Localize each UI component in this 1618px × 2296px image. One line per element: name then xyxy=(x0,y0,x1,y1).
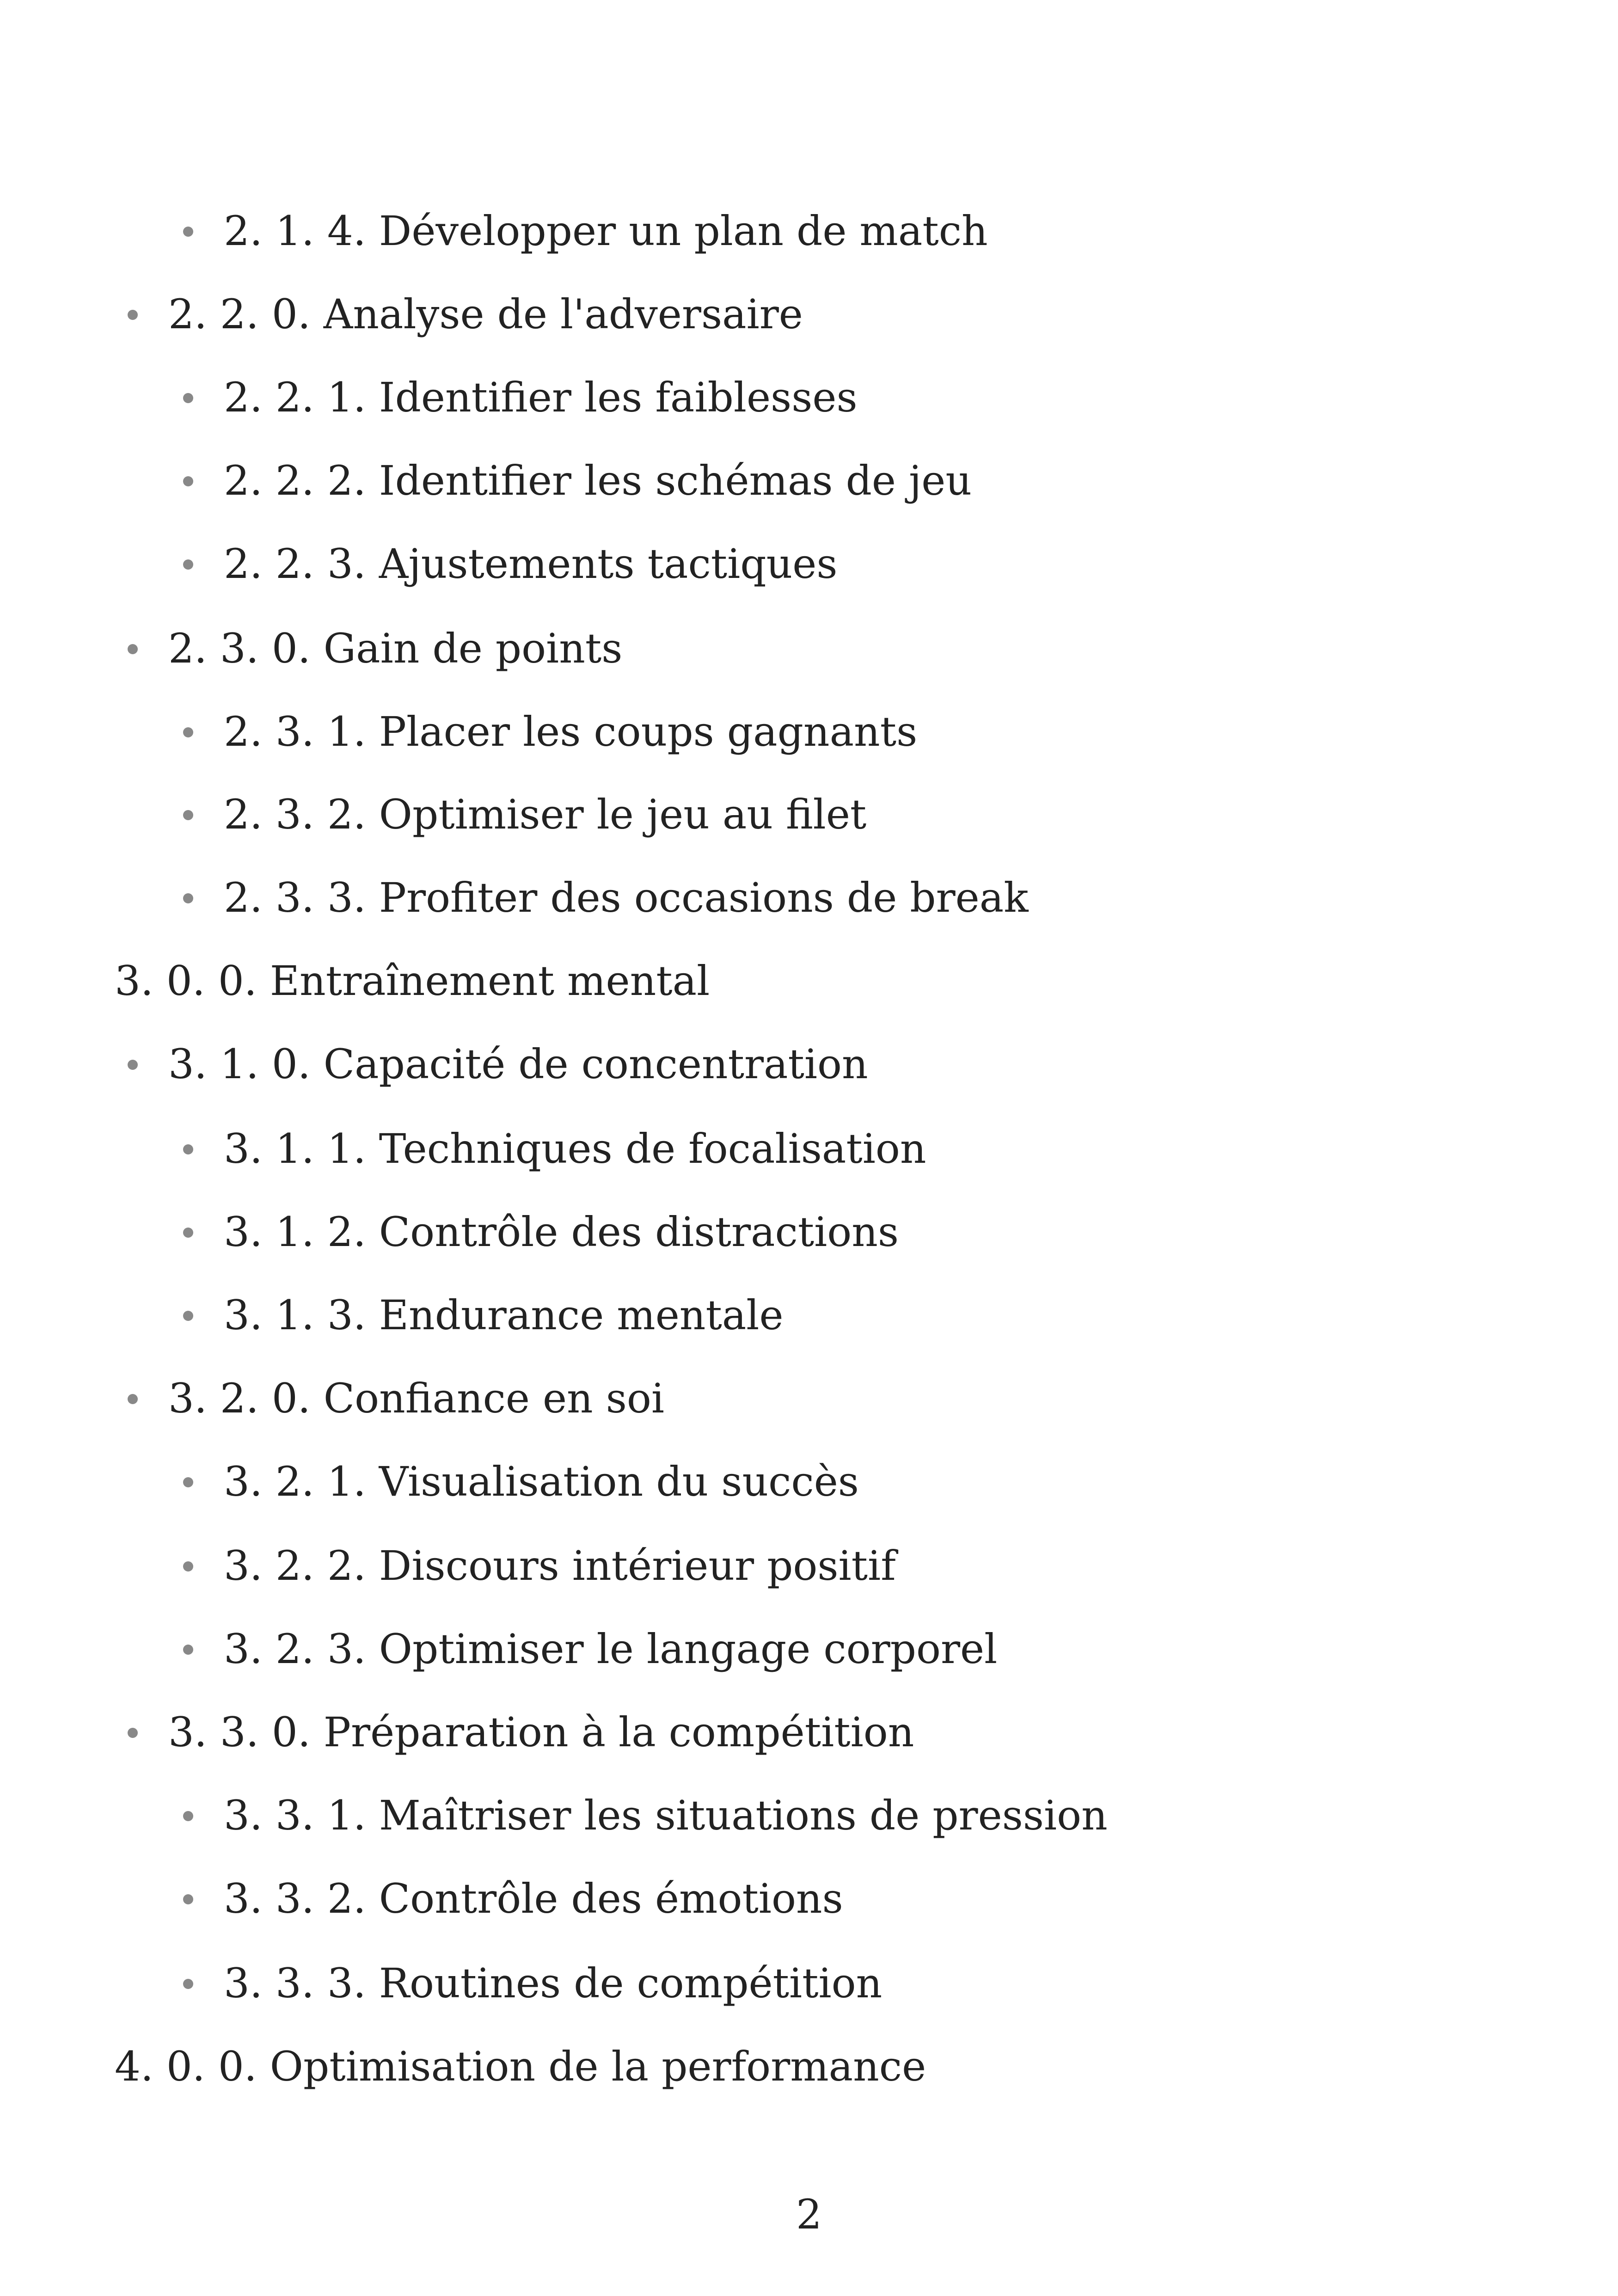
toc-entry-level-2 xyxy=(183,870,1029,926)
bullet-icon xyxy=(183,1894,193,1904)
toc-entry-label: 3. 2. 0. Confiance en soi xyxy=(168,1375,664,1422)
toc-entry-level-2 xyxy=(183,1621,997,1677)
bullet-icon xyxy=(183,893,193,903)
toc-entry-label: 3. 0. 0. Entraînement mental xyxy=(115,957,710,1005)
bullet-icon xyxy=(128,1728,138,1738)
bullet-icon xyxy=(183,1228,193,1238)
toc-entry-level-2 xyxy=(183,787,866,842)
page-number: 2 xyxy=(796,2191,822,2238)
toc-entry-label: 2. 3. 0. Gain de points xyxy=(168,625,623,672)
toc-entry-level-2 xyxy=(183,1538,896,1594)
toc-entry-level-2 xyxy=(183,1788,1108,1843)
bullet-icon xyxy=(183,1645,193,1655)
toc-entry-level-1 xyxy=(128,1371,664,1426)
toc-entry-level-2 xyxy=(183,453,972,509)
toc-entry-label: 3. 2. 1. Visualisation du succès xyxy=(224,1458,859,1505)
toc-entry-level-1 xyxy=(128,1037,868,1092)
toc-entry-level-2 xyxy=(183,370,858,425)
toc-entry-level-1 xyxy=(128,1705,914,1760)
toc-entry-level-2 xyxy=(183,1871,843,1927)
bullet-icon xyxy=(183,1311,193,1321)
toc-entry-label: 3. 2. 2. Discours intérieur positif xyxy=(224,1542,896,1590)
bullet-icon xyxy=(128,310,138,320)
bullet-icon xyxy=(183,1477,193,1487)
bullet-icon xyxy=(183,1144,193,1154)
toc-entry-label: 3. 1. 1. Techniques de focalisation xyxy=(224,1125,926,1173)
toc-entry-label: 2. 2. 0. Analyse de l'adversaire xyxy=(168,290,803,338)
bullet-icon xyxy=(183,476,193,486)
toc-entry-level-2 xyxy=(183,536,837,592)
bullet-icon xyxy=(183,393,193,403)
bullet-icon xyxy=(183,559,193,570)
bullet-icon xyxy=(128,644,138,654)
toc-entry-label: 3. 1. 3. Endurance mentale xyxy=(224,1291,784,1339)
bullet-icon xyxy=(183,1811,193,1821)
toc-entry-label: 2. 1. 4. Développer un plan de match xyxy=(224,207,988,255)
toc-entry-level-2 xyxy=(183,1454,859,1510)
toc-entry-level-2 xyxy=(183,203,988,259)
toc-entry-label: 2. 3. 1. Placer les coups gagnants xyxy=(224,708,918,755)
toc-entry-level-2 xyxy=(183,1956,882,2011)
toc-entry-level-2 xyxy=(183,1121,926,1177)
bullet-icon xyxy=(183,810,193,820)
toc-entry-level-2 xyxy=(183,1288,784,1343)
bullet-icon xyxy=(128,1060,138,1070)
toc-entry-level-0 xyxy=(115,2039,926,2094)
bullet-icon xyxy=(183,727,193,737)
toc-entry-label: 3. 1. 0. Capacité de concentration xyxy=(168,1040,868,1088)
toc-entry-label: 3. 3. 1. Maîtriser les situations de pression xyxy=(224,1792,1108,1839)
bullet-icon xyxy=(128,1394,138,1404)
toc-entry-level-1 xyxy=(128,287,803,342)
toc-entry-label: 2. 2. 2. Identifier les schémas de jeu xyxy=(224,457,972,504)
toc-entry-label: 3. 3. 3. Routines de compétition xyxy=(224,1959,883,2007)
toc-entry-level-2 xyxy=(183,704,917,760)
toc-entry-level-0 xyxy=(115,953,710,1009)
toc-entry-label: 4. 0. 0. Optimisation de la performance xyxy=(115,2043,926,2090)
bullet-icon xyxy=(183,227,193,237)
toc-entry-level-1 xyxy=(128,621,622,676)
toc-entry-label: 3. 3. 2. Contrôle des émotions xyxy=(224,1875,843,1922)
bullet-icon xyxy=(183,1979,193,1989)
toc-entry-label: 2. 2. 3. Ajustements tactiques xyxy=(224,540,838,588)
toc-entry-label: 2. 2. 1. Identifier les faiblesses xyxy=(224,374,858,421)
toc-entry-label: 3. 3. 0. Préparation à la compétition xyxy=(168,1708,914,1756)
toc-entry-label: 2. 3. 3. Profiter des occasions de break xyxy=(224,874,1029,921)
toc-entry-level-2 xyxy=(183,1204,899,1260)
bullet-icon xyxy=(183,1561,193,1572)
toc-entry-label: 3. 2. 3. Optimiser le langage corporel xyxy=(224,1625,998,1673)
toc-entry-label: 2. 3. 2. Optimiser le jeu au filet xyxy=(224,791,867,838)
toc-entry-label: 3. 1. 2. Contrôle des distractions xyxy=(224,1208,899,1256)
